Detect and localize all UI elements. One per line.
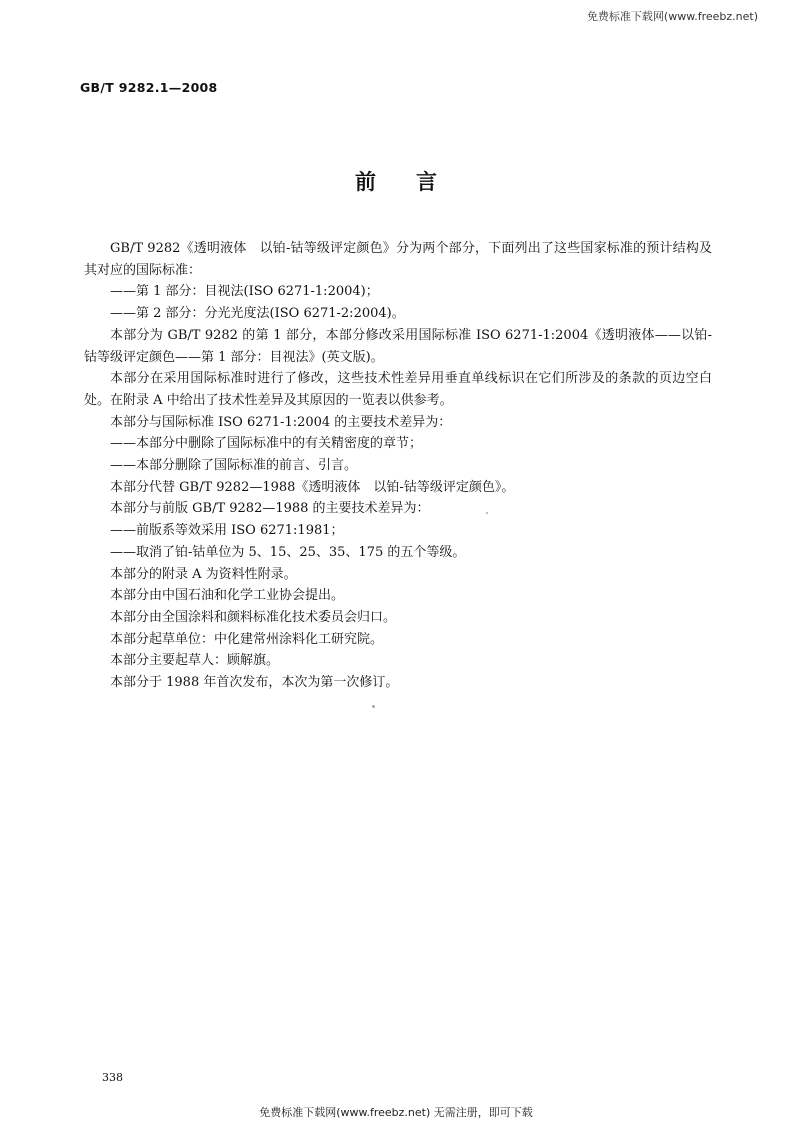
paragraph: 本部分与国际标准 ISO 6271-1:2004 的主要技术差异为： [110, 414, 452, 430]
paragraph: 本部分主要起草人：顾解旗。 [110, 653, 280, 669]
standard-number: GB/T 9282.1—2008 [80, 80, 218, 95]
paragraph: 本部分由全国涂料和颜料标准化技术委员会归口。 [110, 609, 397, 625]
watermark-top: 免费标准下载网(www.freebz.net) [586, 10, 758, 23]
scan-speck [486, 512, 488, 514]
list-item: ——本部分删除了国际标准的前言、引言。 [110, 458, 358, 474]
paragraph: 本部分于 1988 年首次发布，本次为第一次修订。 [110, 675, 399, 691]
paragraph: 本部分在采用国际标准时进行了修改，这些技术性差异用垂直单线标识在它们所涉及的条款的页边空白处。在附录 A 中给出了技术性差异及其原因的一览表以供参考。 [84, 371, 712, 408]
scan-speck [372, 705, 375, 708]
list-item: ——取消了铂-钴单位为 5、15、25、35、175 的五个等级。 [110, 544, 466, 560]
paragraph: 本部分由中国石油和化学工业协会提出。 [110, 588, 345, 604]
foreword-body [84, 238, 712, 694]
paragraph: 本部分的附录 A 为资料性附录。 [110, 566, 297, 582]
list-item: ——第 1 部分：目视法(ISO 6271-1:2004)； [110, 284, 379, 300]
watermark-bottom: 免费标准下载网(www.freebz.net) 无需注册，即可下载 [259, 1106, 533, 1119]
paragraph: 本部分与前版 GB/T 9282—1988 的主要技术差异为： [110, 501, 430, 517]
paragraph: GB/T 9282《透明液体 以铂-钴等级评定颜色》分为两个部分，下面列出了这些国家标准的预计结构及其对应的国际标准： [84, 241, 712, 278]
list-item: ——第 2 部分：分光光度法(ISO 6271-2:2004)。 [110, 306, 405, 322]
paragraph: 本部分起草单位：中化建常州涂料化工研究院。 [110, 631, 384, 647]
list-item: ——本部分中删除了国际标准中的有关精密度的章节； [110, 436, 423, 452]
paragraph: 本部分代替 GB/T 9282—1988《透明液体 以铂-钴等级评定颜色》。 [110, 479, 515, 495]
list-item: ——前版系等效采用 ISO 6271:1981； [110, 523, 344, 539]
page-title: 前言 [355, 170, 477, 194]
paragraph: 本部分为 GB/T 9282 的第 1 部分，本部分修改采用国际标准 ISO 6271-1:2004《透明液体——以铂-钴等级评定颜色——第 1 部分：目视法》(英文版)。 [84, 327, 712, 365]
page-number: 338 [102, 1071, 123, 1084]
